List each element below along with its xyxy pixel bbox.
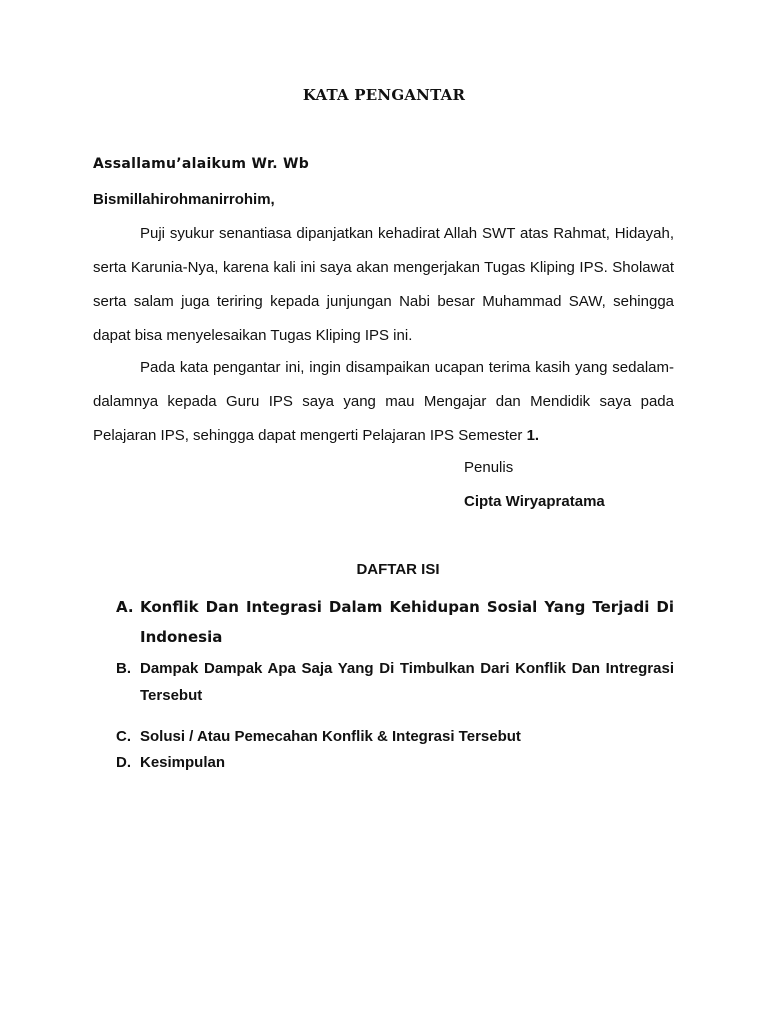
toc-item-letter: A. [116, 598, 134, 616]
intro-paragraph-text: Puji syukur senantiasa dipanjatkan kehadirat Allah SWT atas Rahmat, Hidayah, serta Karunia-Nya, karena kali ini saya akan mengerjakan Tugas Kliping IPS. Sholawat serta salam juga teriring kepada junjungan Nabi besar Muhammad SAW, sehingga dapat bisa menyelesaikan Tugas Kliping IPS ini. [93, 225, 674, 344]
greeting: Assallamu’alaikum Wr. Wb [93, 156, 310, 172]
toc-item-text: Konflik Dan Integrasi Dalam Kehidupan Sosial Yang Terjadi Di Indonesia [140, 598, 674, 646]
page-title: KATA PENGANTAR [302, 86, 466, 104]
bismillah-line: Bismillahirohmanirrohim, [93, 191, 275, 208]
thanks-paragraph [93, 351, 674, 453]
toc-item-text: Kesimpulan [140, 754, 226, 771]
toc-item-text: Solusi / Atau Pemecahan Konflik & Integrasi Tersebut [140, 728, 521, 745]
signature-name: Cipta Wiryapratama [464, 493, 605, 510]
toc-item-c [116, 727, 674, 747]
toc-item-letter: D. [116, 754, 131, 771]
toc-item-a [116, 592, 674, 652]
toc-item-text: Dampak Dampak Apa Saja Yang Di Timbulkan Dari Konflik Dan Intregrasi Tersebut [140, 660, 674, 704]
semester-number: 1. [526, 427, 540, 444]
toc-item-letter: B. [116, 660, 131, 677]
toc-title: DAFTAR ISI [356, 561, 440, 578]
toc-item-b [116, 655, 674, 709]
signature-label: Penulis [464, 459, 514, 476]
toc-item-d [116, 753, 674, 773]
thanks-paragraph-text: Pada kata pengantar ini, ingin disampaikan ucapan terima kasih yang sedalam-dalamnya kepada Guru IPS saya yang mau Mengajar dan Mendidik saya pada Pelajaran IPS, sehingga dapat mengerti Pelajaran IPS Semester [93, 359, 674, 444]
intro-paragraph [93, 217, 674, 353]
toc-item-letter: C. [116, 728, 131, 745]
